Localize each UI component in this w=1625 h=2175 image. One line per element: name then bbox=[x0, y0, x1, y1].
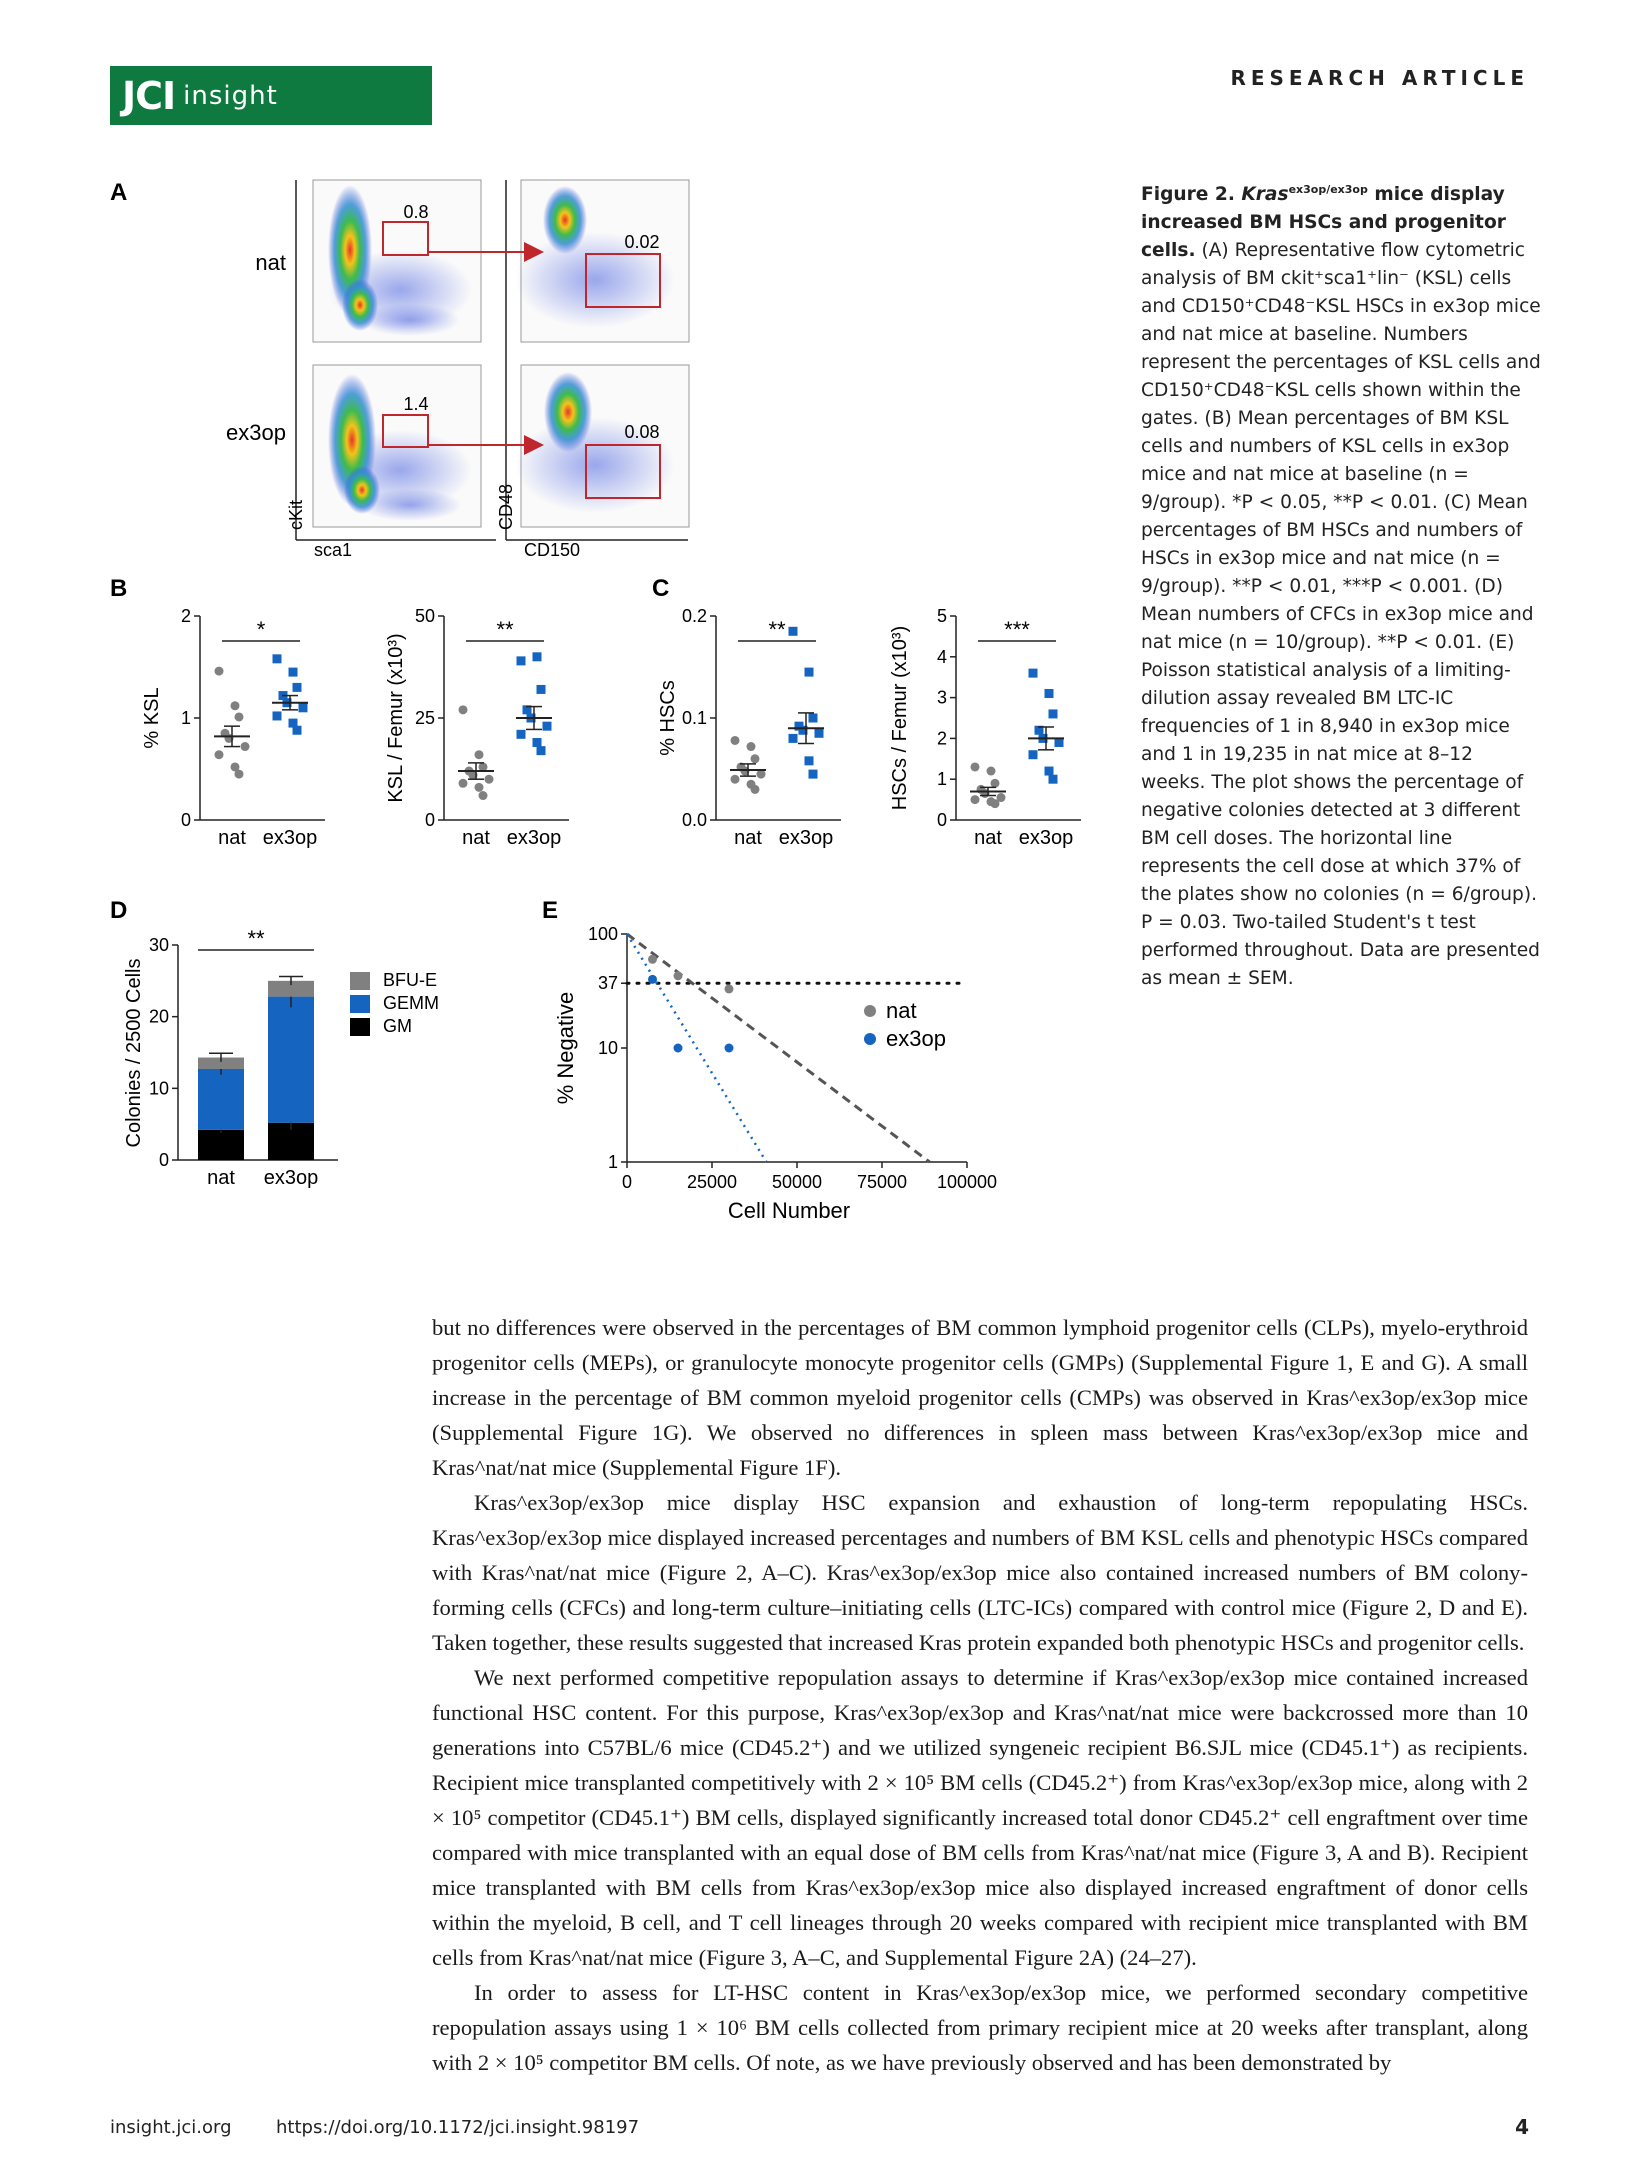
data-point-nat bbox=[971, 795, 980, 804]
y-tick-label: 1 bbox=[180, 708, 191, 728]
x-tick-label: nat bbox=[218, 827, 246, 849]
significance-label: * bbox=[256, 617, 266, 642]
y-tick-label: 0.0 bbox=[681, 810, 707, 830]
bar-segment-gm bbox=[198, 1130, 244, 1160]
panel-label-d: D bbox=[110, 897, 128, 924]
data-point-nat bbox=[731, 736, 740, 745]
logo-sub: insight bbox=[183, 80, 278, 111]
data-point-nat bbox=[987, 767, 996, 776]
data-point-nat bbox=[674, 971, 683, 980]
x-tick-label: nat bbox=[734, 827, 762, 849]
data-point-nat bbox=[751, 754, 760, 763]
dot-plot-ksl-percent bbox=[141, 606, 325, 849]
y-tick-label: 20 bbox=[148, 1006, 169, 1027]
data-point-ex3op bbox=[1049, 709, 1058, 718]
data-point-nat bbox=[725, 984, 734, 993]
significance-label: ** bbox=[496, 617, 514, 642]
data-point-ex3op bbox=[293, 726, 302, 735]
y-tick-label: 30 bbox=[148, 935, 169, 955]
flow-axis-cd48: CD48 bbox=[496, 483, 516, 530]
data-point-ex3op bbox=[289, 668, 298, 677]
data-point-ex3op bbox=[537, 685, 546, 694]
x-tick-label: ex3op bbox=[263, 1167, 319, 1189]
data-point-ex3op bbox=[517, 656, 526, 665]
flow-axis-ckit: cKit bbox=[286, 499, 306, 530]
data-point-ex3op bbox=[293, 683, 302, 692]
x-tick-label: 25000 bbox=[686, 1172, 738, 1192]
y-tick-label: 2 bbox=[180, 606, 191, 626]
legend-marker bbox=[864, 1033, 876, 1045]
panel-label-c: C bbox=[652, 575, 670, 602]
data-point-nat bbox=[991, 779, 1000, 788]
data-point-ex3op bbox=[273, 654, 282, 663]
x-tick-label: ex3op bbox=[1018, 827, 1074, 849]
data-point-nat bbox=[747, 742, 756, 751]
dot-plot-hsc-per-femur bbox=[889, 606, 1081, 849]
significance-label: ** bbox=[768, 617, 786, 642]
y-axis-label: % HSCs bbox=[657, 680, 679, 756]
body-paragraph: but no differences were observed in the percentages of BM common lymphoid progenitor cells (CLPs), myelo-erythroid progenitor cells (MEPs), or granulocyte monocyte progenitor cells (GMPs) (Supplemental Figure 1, E and G). A small increase in the percentage of BM common myeloid progenitor cells (CMPs) was observed in Kras^ex3op/ex3op mice (Supplemental Figure 1G). We observed no differences in spleen mass between Kras^ex3op/ex3op mice and Kras^nat/nat mice (Supplemental Figure 1F). bbox=[432, 1315, 1528, 1480]
body-paragraph: Kras^ex3op/ex3op mice display HSC expansion and exhaustion of long-term repopulating HSCs. Kras^ex3op/ex3op mice displayed increased percentages and numbers of BM KSL cells and phenotypic HSCs compared with Kras^nat/nat mice (Figure 2, A–C). Kras^ex3op/ex3op mice also contained increased numbers of BM colony-forming cells (CFCs) and long-term culture–initiating cells (LTC-ICs) compared with control mice (Figure 2, D and E). Taken together, these results suggested that increased Kras protein expanded both phenotypic HSCs and progenitor cells. bbox=[432, 1490, 1528, 1655]
x-tick-label: 75000 bbox=[856, 1172, 908, 1192]
x-tick-label: ex3op bbox=[778, 827, 834, 849]
legend-swatch bbox=[350, 1018, 370, 1036]
data-point-ex3op bbox=[648, 975, 657, 984]
x-tick-label: nat bbox=[207, 1167, 235, 1189]
flow-panel bbox=[226, 180, 689, 560]
caption-title: Figure 2. Kras$^{ex3op/ex3op}$ mice display increased BM HSCs and progenitor cells. bbox=[1141, 183, 1506, 262]
data-point-ex3op bbox=[543, 722, 552, 731]
y-axis-label: % Negative bbox=[553, 991, 578, 1105]
x-tick-label: 100000 bbox=[936, 1172, 998, 1192]
legend-label: BFU-E bbox=[383, 970, 437, 990]
y-tick-label: 0.2 bbox=[681, 606, 707, 626]
data-point-nat bbox=[475, 783, 484, 792]
data-point-ex3op bbox=[299, 703, 308, 712]
data-point-ex3op bbox=[537, 746, 546, 755]
data-point-ex3op bbox=[533, 652, 542, 661]
y-tick-label: 0 bbox=[424, 810, 435, 830]
legend-marker bbox=[864, 1005, 876, 1017]
footer-doi[interactable]: https://doi.org/10.1172/jci.insight.98197 bbox=[276, 2117, 640, 2138]
x-tick-label: nat bbox=[974, 827, 1002, 849]
bar-segment-gemm bbox=[268, 997, 314, 1123]
y-axis-label: % KSL bbox=[141, 687, 163, 749]
data-point-nat bbox=[475, 750, 484, 759]
y-axis-label: Colonies / 2500 Cells bbox=[123, 958, 145, 1148]
x-tick-label: nat bbox=[462, 827, 490, 849]
significance-label: ** bbox=[247, 926, 265, 951]
y-tick-label: 1 bbox=[607, 1152, 618, 1172]
y-tick-label: 100 bbox=[587, 924, 618, 944]
stacked-bar-chart-cfc bbox=[123, 926, 439, 1189]
x-tick-label: ex3op bbox=[506, 827, 562, 849]
data-point-ex3op bbox=[789, 734, 798, 743]
figure-caption bbox=[1141, 176, 1541, 993]
legend-swatch bbox=[350, 972, 370, 990]
data-point-ex3op bbox=[674, 1044, 683, 1053]
panel-label-a: A bbox=[110, 179, 128, 206]
limiting-dilution-plot bbox=[553, 924, 997, 1223]
dot-plot-hsc-percent bbox=[657, 606, 841, 849]
data-point-nat bbox=[485, 775, 494, 784]
y-tick-label: 37 bbox=[597, 973, 618, 994]
data-point-nat bbox=[991, 799, 1000, 808]
y-tick-label: 3 bbox=[936, 687, 947, 708]
bar-segment-gemm bbox=[198, 1069, 244, 1130]
dot-plot-ksl-per-femur bbox=[385, 606, 569, 849]
x-axis-label: Cell Number bbox=[727, 1198, 851, 1223]
y-tick-label: 2 bbox=[936, 728, 947, 749]
legend-swatch bbox=[350, 995, 370, 1013]
legend-label: GEMM bbox=[383, 993, 439, 1013]
y-tick-label: 0 bbox=[180, 810, 191, 830]
data-point-nat bbox=[459, 705, 468, 714]
data-point-ex3op bbox=[805, 756, 814, 765]
flow-row-label-nat: nat bbox=[255, 250, 286, 275]
data-point-ex3op bbox=[725, 1044, 734, 1053]
data-point-ex3op bbox=[805, 668, 814, 677]
panel-label-e: E bbox=[542, 897, 559, 924]
y-tick-label: 10 bbox=[148, 1078, 169, 1099]
x-tick-label: 0 bbox=[621, 1172, 633, 1192]
gate-value-ex3op-hsc: 0.08 bbox=[624, 422, 660, 442]
body-paragraph: We next performed competitive repopulation assays to determine if Kras^ex3op/ex3op mice contained increased functional HSC content. For this purpose, Kras^ex3op/ex3op and Kras^nat/nat mice were backcrossed more than 10 generations into C57BL/6 mice (CD45.2⁺) and we utilized syngeneic recipient B6.SJL mice (CD45.1⁺) as recipients. Recipient mice transplanted competitively with 2 × 10⁵ BM cells (CD45.2⁺) from Kras^ex3op/ex3op mice, along with 2 × 10⁵ competitor (CD45.1⁺) BM cells, displayed significantly increased total donor CD45.2⁺ cell engraftment over time compared with mice transplanted with an equal dose of BM cells from Kras^nat/nat mice (Figure 3, A and B). Recipient mice transplanted with BM cells from Kras^ex3op/ex3op mice also displayed increased engraftment of donor cells within the myeloid, B cell, and T cell lineages through 20 weeks compared with recipient mice transplanted with BM cells from Kras^nat/nat mice (Figure 3, A–C, and Supplemental Figure 2A) (24–27). bbox=[432, 1665, 1528, 1970]
gate-value-nat-hsc: 0.02 bbox=[624, 232, 660, 252]
data-point-ex3op bbox=[1049, 775, 1058, 784]
legend-label: GM bbox=[383, 1016, 412, 1036]
section-label: RESEARCH ARTICLE bbox=[1230, 66, 1529, 90]
data-point-ex3op bbox=[809, 770, 818, 779]
footer-site: insight.jci.org bbox=[110, 2117, 232, 2138]
y-axis-label: HSCs / Femur (x10³) bbox=[889, 625, 911, 811]
data-point-nat bbox=[215, 667, 224, 676]
y-tick-label: 0 bbox=[936, 810, 947, 830]
gate-value-ex3op-ksl: 1.4 bbox=[403, 394, 429, 414]
fit-line-ex3op bbox=[627, 934, 766, 1162]
y-tick-label: 0.1 bbox=[681, 708, 707, 728]
significance-label: *** bbox=[1004, 617, 1030, 642]
y-tick-label: 10 bbox=[597, 1038, 618, 1058]
logo-main: JCI bbox=[122, 73, 176, 118]
data-point-ex3op bbox=[517, 730, 526, 739]
page-number: 4 bbox=[1515, 2115, 1529, 2139]
data-point-nat bbox=[231, 701, 240, 710]
x-tick-label: ex3op bbox=[262, 827, 318, 849]
y-tick-label: 50 bbox=[414, 606, 435, 626]
data-point-nat bbox=[731, 775, 740, 784]
data-point-ex3op bbox=[1045, 689, 1054, 698]
data-point-nat bbox=[241, 742, 250, 751]
data-point-nat bbox=[459, 779, 468, 788]
y-tick-label: 4 bbox=[936, 646, 947, 667]
legend-label: nat bbox=[886, 998, 917, 1023]
data-point-ex3op bbox=[533, 738, 542, 747]
data-point-ex3op bbox=[1029, 669, 1038, 678]
y-tick-label: 25 bbox=[414, 708, 435, 728]
data-point-ex3op bbox=[809, 714, 818, 723]
data-point-ex3op bbox=[1029, 750, 1038, 759]
y-axis-label: KSL / Femur (x10³) bbox=[385, 633, 407, 803]
data-point-nat bbox=[235, 770, 244, 779]
legend-label: ex3op bbox=[886, 1026, 946, 1051]
x-tick-label: 50000 bbox=[771, 1172, 823, 1192]
data-point-ex3op bbox=[815, 729, 824, 738]
gate-value-nat-ksl: 0.8 bbox=[403, 202, 429, 222]
flow-axis-cd150: CD150 bbox=[524, 540, 581, 560]
flow-axis-sca1: sca1 bbox=[314, 540, 353, 560]
data-point-nat bbox=[215, 750, 224, 759]
data-point-nat bbox=[751, 785, 760, 794]
y-tick-label: 1 bbox=[936, 769, 947, 790]
data-point-nat bbox=[479, 791, 488, 800]
body-text bbox=[432, 1310, 1528, 2080]
body-paragraph: In order to assess for LT-HSC content in Kras^ex3op/ex3op mice, we performed secondary competitive repopulation assays using 1 × 10⁶ BM cells collected from primary recipient mice at 20 weeks after transplant, along with 2 × 10⁵ competitor BM cells. Of note, as we have previously observed and has been demonstrated by bbox=[432, 1980, 1528, 2075]
caption-body: (A) Representative flow cytometric analysis of BM ckit⁺sca1⁺lin⁻ (KSL) cells and CD150⁺CD48⁻KSL HSCs in ex3op mice and nat mice at baseline. Numbers represent the percentages of KSL cells and CD150⁺CD48⁻KSL cells shown within the gates. (B) Mean percentages of BM KSL cells and numbers of KSL cells in ex3op mice and nat mice at baseline (n = 9/group). *P < 0.05, **P < 0.01. (C) Mean percentages of BM HSCs and numbers of HSCs in ex3op mice and nat mice (n = 9/group). **P < 0.01, ***P < 0.001. (D) Mean numbers of CFCs in ex3op mice and nat mice (n = 10/group). **P < 0.01. (E) Poisson statistical analysis of a limiting-dilution assay revealed BM LTC-IC frequencies of 1 in 8,940 in ex3op mice and 1 in 19,235 in nat mice at 8–12 weeks. The plot shows the percentage of negative colonies detected at 3 different BM cell doses. The horizontal line represents the cell dose at which 37% of the plates show no colonies (n = 6/group). P = 0.03. Two-tailed Student's t test performed throughout. Data are presented as mean ± SEM. bbox=[1141, 240, 1541, 990]
flow-row-label-ex3op: ex3op bbox=[226, 420, 286, 445]
data-point-nat bbox=[648, 955, 657, 964]
data-point-nat bbox=[971, 762, 980, 771]
panel-label-b: B bbox=[110, 575, 128, 602]
y-tick-label: 0 bbox=[158, 1150, 169, 1170]
data-point-ex3op bbox=[789, 627, 798, 636]
fit-line-nat bbox=[627, 934, 930, 1162]
data-point-nat bbox=[235, 712, 244, 721]
data-point-ex3op bbox=[273, 711, 282, 720]
data-point-ex3op bbox=[1045, 767, 1054, 776]
y-tick-label: 5 bbox=[936, 606, 947, 626]
